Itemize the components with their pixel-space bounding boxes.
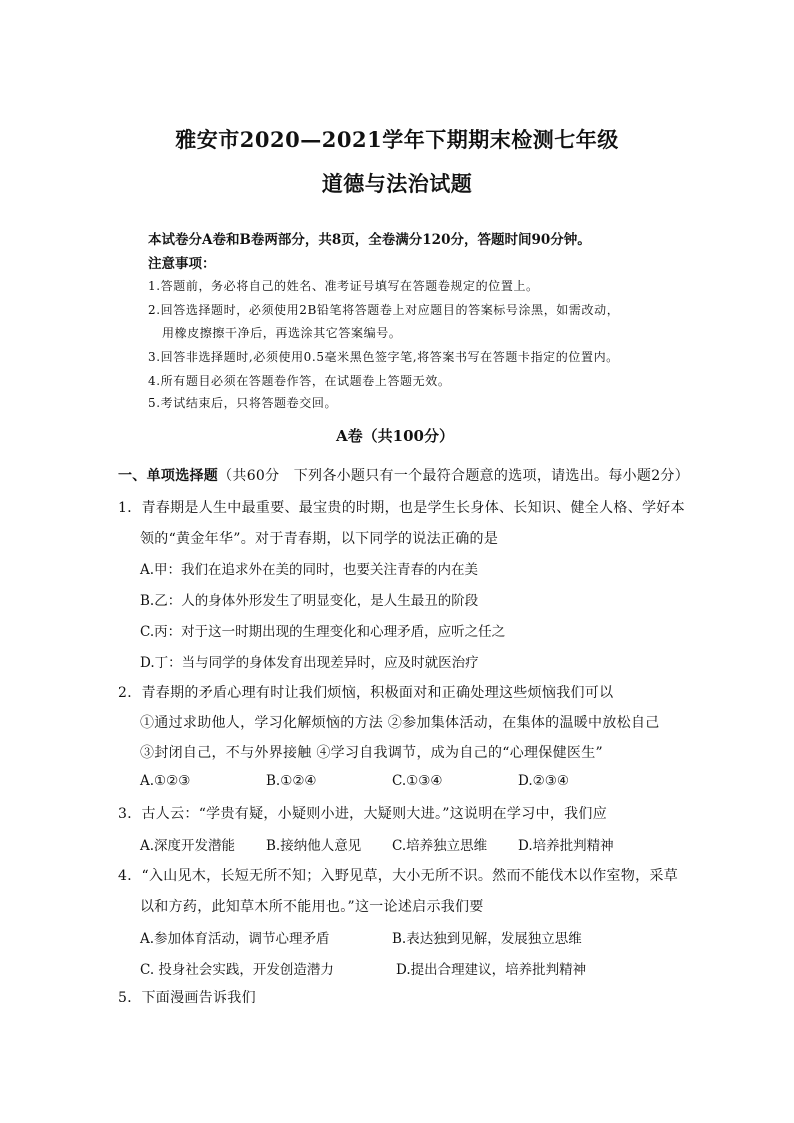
question-4-option-c: C. 投身社会实践，开发创造潜力	[140, 962, 334, 978]
question-2-option-a: A.①②③	[140, 773, 191, 789]
question-4-option-b: B.表达独到见解，发展独立思维	[392, 931, 582, 947]
question-3-stem: 3．古人云：“学贵有疑，小疑则小进，大疑则大进。”这说明在学习中，我们应	[118, 806, 608, 822]
question-2-option-c: C.①③④	[392, 773, 443, 789]
question-4-stem-continued: 以和方药，此知草木所不能用也。”这一论述启示我们要	[140, 899, 484, 915]
section-a-heading: A卷（共100分）	[336, 427, 454, 445]
question-2-option-b: B.①②④	[266, 773, 317, 789]
question-1-stem-continued: 领的“黄金年华”。对于青春期，以下同学的说法正确的是	[140, 531, 499, 547]
exam-subtitle: 道德与法治试题	[321, 171, 473, 196]
question-3-option-c: C.培养独立思维	[392, 838, 488, 854]
question-2-statements: ①通过求助他人，学习化解烦恼的方法 ②参加集体活动，在集体的温暖中放松自己	[140, 715, 660, 731]
part1-description: （共60分 下列各小题只有一个最符合题意的选项，请选出。每小题2分）	[218, 468, 690, 484]
note-item: 3.回答非选择题时,必须使用0.5毫米黑色签字笔,将答案书写在答题卡指定的位置内。	[148, 350, 619, 364]
part1-label: 一、单项选择题	[118, 468, 219, 484]
exam-summary: 本试卷分A卷和B卷两部分，共8页，全卷满分120分，答题时间90分钟。	[148, 232, 591, 248]
question-3-option-b: B.接纳他人意见	[266, 838, 362, 854]
question-3-option-d: D.培养批判精神	[518, 838, 614, 854]
question-1-option-a: A.甲：我们在追求外在美的同时，也要关注青春的内在美	[140, 562, 479, 578]
exam-title: 雅安市2020—2021学年下期期末检测七年级	[175, 127, 619, 152]
question-4-option-a: A.参加体育活动，调节心理矛盾	[140, 931, 330, 947]
note-item: 5.考试结束后，只将答题卷交回。	[148, 396, 338, 410]
note-item: 1.答题前，务必将自己的姓名、准考证号填写在答题卷规定的位置上。	[148, 279, 539, 293]
question-1-option-b: B.乙：人的身体外形发生了明显变化，是人生最丑的阶段	[140, 593, 479, 609]
question-4-option-d: D.提出合理建议，培养批判精神	[396, 962, 587, 978]
question-1-option-c: C.丙：对于这一时期出现的生理变化和心理矛盾，应听之任之	[140, 624, 506, 640]
notes-heading: 注意事项：	[148, 256, 216, 272]
question-3-option-a: A.深度开发潜能	[140, 838, 236, 854]
question-1-option-d: D.丁：当与同学的身体发育出现差异时，应及时就医治疗	[140, 655, 479, 671]
part1-heading	[118, 465, 689, 485]
note-item: 2.回答选择题时，必须使用2B铅笔将答题卷上对应题目的答案标号涂黑，如需改动，	[148, 303, 620, 317]
question-1-stem: 1．青春期是人生中最重要、最宝贵的时期，也是学生长身体、长知识、健全人格、学好本	[118, 500, 685, 516]
question-5-stem: 5．下面漫画告诉我们	[118, 990, 256, 1006]
question-2-statements: ③封闭自己，不与外界接触 ④学习自我调节，成为自己的“心理保健医生”	[140, 745, 603, 761]
question-2-stem: 2．青春期的矛盾心理有时让我们烦恼，积极面对和正确处理这些烦恼我们可以	[118, 685, 614, 701]
note-item-continued: 用橡皮擦擦干净后，再选涂其它答案编号。	[162, 326, 402, 340]
note-item: 4.所有题目必须在答题卷作答，在试题卷上答题无效。	[148, 374, 451, 388]
question-2-option-d: D.②③④	[518, 773, 569, 789]
question-4-stem: 4．“入山见木，长短无所不知；入野见草，大小无所不识。然而不能伐木以作室物，采草	[118, 868, 679, 884]
